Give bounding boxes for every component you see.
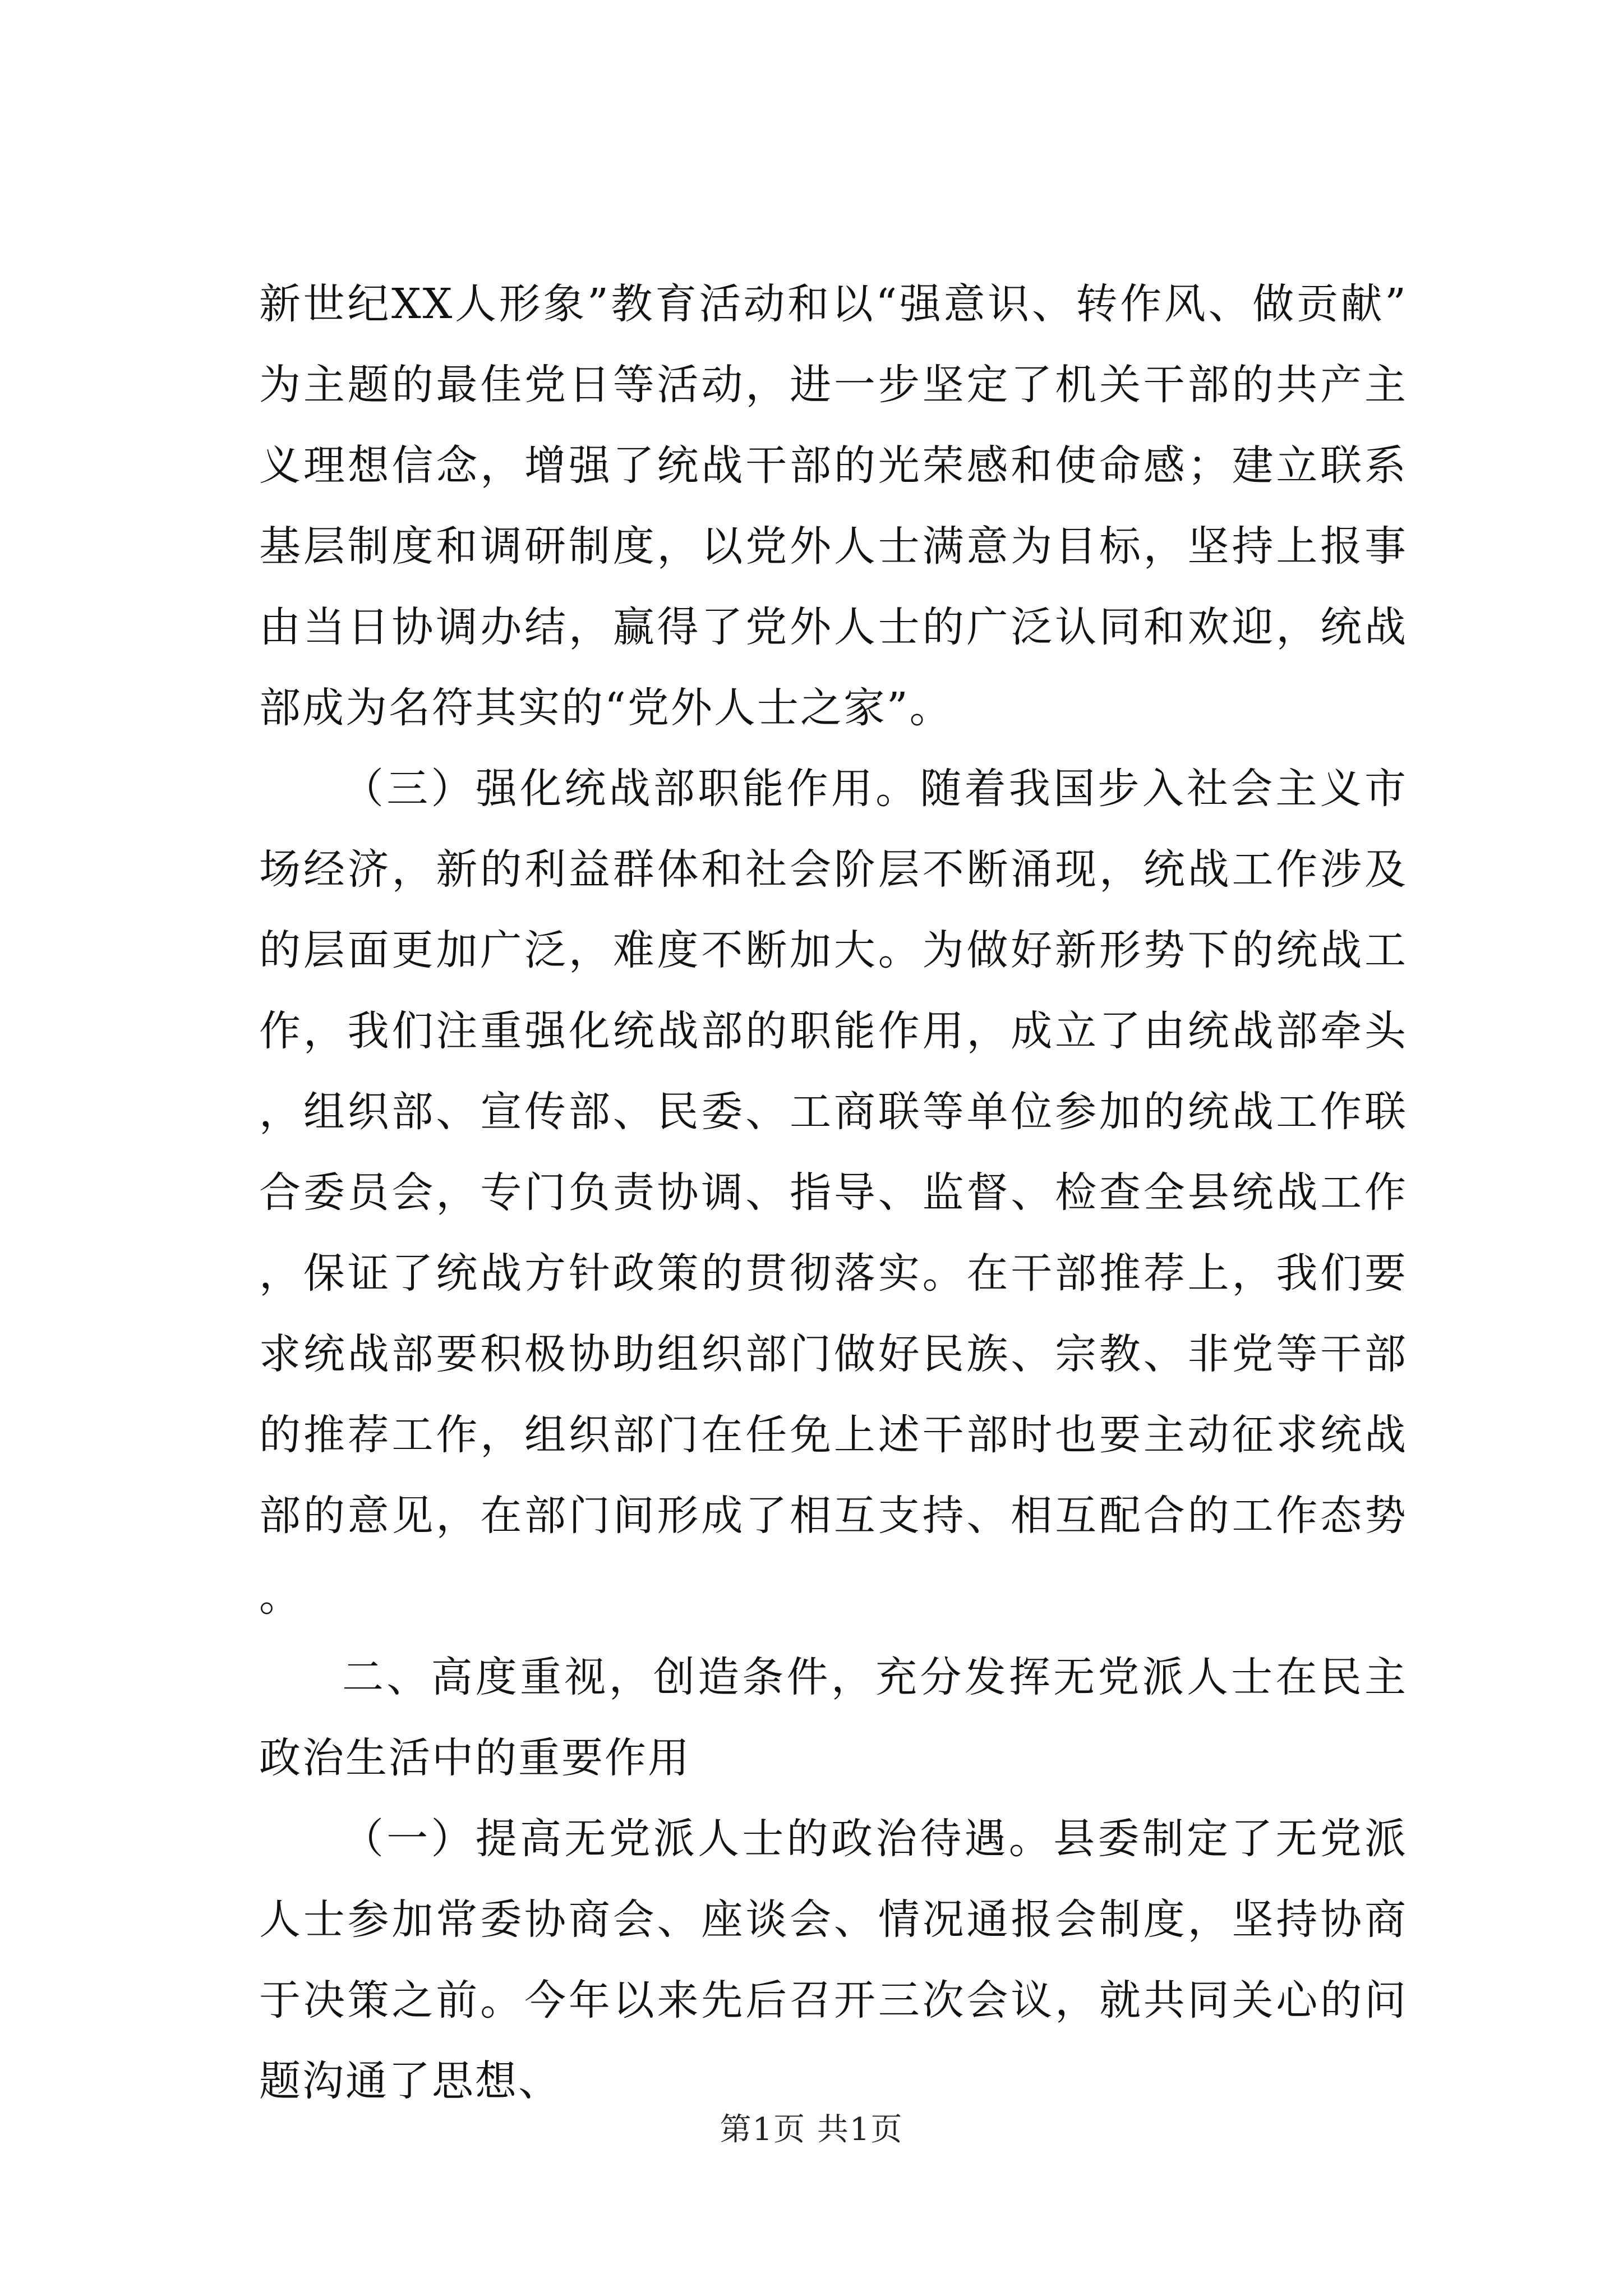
heading-part-two: 二、高度重视，创造条件，充分发挥无党派人士在民主政治生活中的重要作用 (259, 1653, 1408, 1782)
page-footer (0, 2110, 1623, 2150)
paragraph-subsection-one: （一）提高无党派人士的政治待遇。县委制定了无党派人士参加常委协商会、座谈会、情况通报会制度，坚持协商于决策之前。今年以来先后召开三次会议，就共同关心的问题沟通了思想、 (259, 1815, 1408, 2105)
document-body (259, 264, 1408, 2122)
paragraph-continued: 新世纪XX人形象”教育活动和以“强意识、转作风、做贡献”为主题的最佳党日等活动，进一步坚定了机关干部的共产主义理想信念，增强了统战干部的光荣感和使命感；建立联系基层制度和调研制度，以党外人士满意为目标，坚持上报事由当日协调办结，赢得了党外人士的广泛认同和欢迎，统战部成为名符其实的“党外人士之家”。 (259, 280, 1408, 732)
page-number-label: 第1页 共1页 (720, 2111, 903, 2148)
paragraph-section-three: （三）强化统战部职能作用。随着我国步入社会主义市场经济，新的利益群体和社会阶层不断涌现，统战工作涉及的层面更加广泛，难度不断加大。为做好新形势下的统战工作，我们注重强化统战部的职能作用，成立了由统战部牵头，组织部、宣传部、民委、工商联等单位参加的统战工作联合委员会，专门负责协调、指导、监督、检查全县统战工作，保证了统战方针政策的贯彻落实。在干部推荐上，我们要求统战部要积极协助组织部门做好民族、宗教、非党等干部的推荐工作，组织部门在任免上述干部时也要主动征求统战部的意见，在部门间形成了相互支持、相互配合的工作态势。 (259, 765, 1408, 1621)
